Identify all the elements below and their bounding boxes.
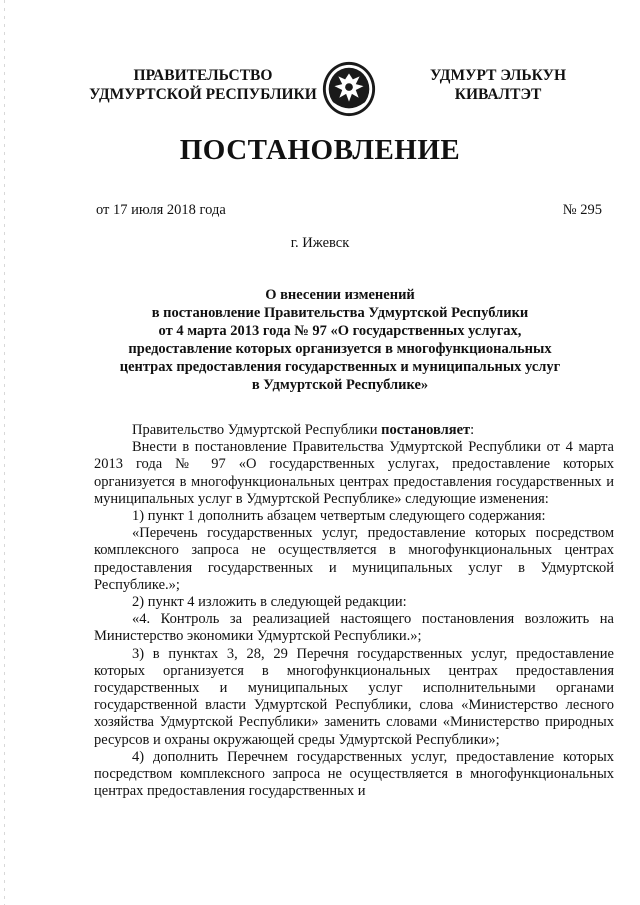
subject-line: в Удмуртской Республике» (251, 377, 429, 393)
intro-decree-word: постановляет (381, 422, 471, 438)
document-city: г. Ижевск (290, 235, 350, 251)
subject-line: от 4 марта 2013 года № 97 «О государственных услугах, (158, 323, 522, 339)
body-paragraph: 1) пункт 1 дополнить абзацем четвертым следующего содержания: (132, 508, 546, 525)
body-paragraph: 2) пункт 4 изложить в следующей редакции: (132, 594, 407, 611)
body-intro (94, 422, 614, 439)
subject-line: О внесении изменений (265, 287, 415, 303)
intro-colon: : (470, 422, 475, 438)
document-date: от 17 июля 2018 года (96, 202, 226, 218)
government-name-udmurt-line2: КИВАЛТЭТ (454, 86, 542, 103)
government-name-russian (88, 66, 318, 104)
udmurt-coat-of-arms-icon (320, 60, 378, 118)
body-paragraph: 3) в пунктах 3, 28, 29 Перечня государственных услуг, предоставление которых организуется в многофункциональных центрах предоставления государственных и муниципальных услуг исполнительными органами государственной власти Удмуртской Республики, слова «Министерство лесного хозяйства Удмуртской Республики» заменить словами «Министерство природных ресурсов и охраны окружающей среды Удмуртской Республики»; (94, 645, 614, 748)
subject-line: предоставление которых организуется в многофункциональных (128, 341, 552, 357)
document-number: № 295 (562, 202, 602, 218)
body-paragraph: «Перечень государственных услуг, предоставление которых посредством комплексного запроса не осуществляется в многофункциональных центрах предоставления государственных и муниципальных услуг в Удмуртской Республике.»; (94, 525, 614, 593)
document-body (94, 422, 614, 800)
government-name-russian-line1: ПРАВИТЕЛЬСТВО (133, 67, 273, 84)
body-paragraph: «4. Контроль за реализацией настоящего постановления возложить на Министерство экономики Удмуртской Республики.»; (94, 611, 614, 645)
document-subject (60, 286, 620, 394)
subject-line: центрах предоставления государственных и муниципальных услуг (119, 359, 561, 375)
government-name-udmurt (418, 66, 578, 104)
intro-text: Правительство Удмуртской Республики (132, 422, 382, 438)
body-paragraph: Внести в постановление Правительства Удмуртской Республики от 4 марта 2013 года № 97 «О государственных услугах, предоставление которых организуется в многофункциональных центрах предоставления государственных и муниципальных услуг в Удмуртской Республике» следующие изменения: (94, 439, 614, 507)
body-paragraph: 4) дополнить Перечнем государственных услуг, предоставление которых посредством комплексного запроса не осуществляется в многофункциональных центрах предоставления государственных и (94, 748, 614, 800)
government-name-udmurt-line1: УДМУРТ ЭЛЬКУН (429, 67, 567, 84)
letterhead (0, 66, 640, 136)
government-name-russian-line2: УДМУРТСКОЙ РЕСПУБЛИКИ (89, 86, 317, 103)
document-title: ПОСТАНОВЛЕНИЕ (179, 134, 461, 166)
subject-line: в постановление Правительства Удмуртской Республики (151, 305, 529, 321)
